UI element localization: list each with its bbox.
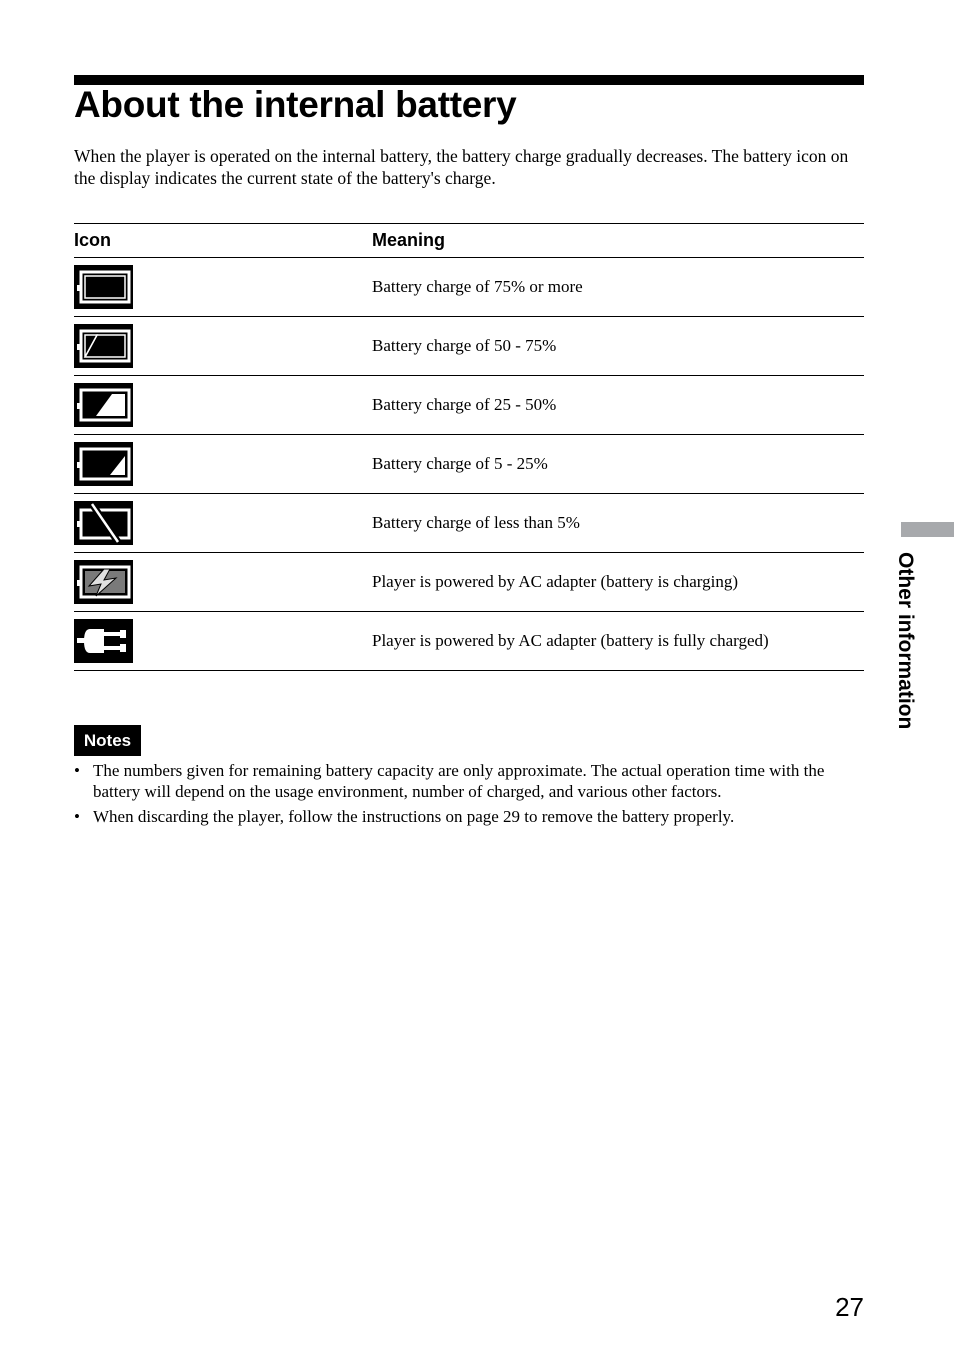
battery-empty-icon	[74, 501, 133, 545]
battery-icon-table	[74, 223, 864, 671]
table-row	[74, 317, 864, 376]
table-row	[74, 258, 864, 317]
icon-column-header: Icon	[74, 224, 372, 258]
row-meaning: Battery charge of less than 5%	[372, 494, 864, 553]
notes-list	[74, 760, 864, 831]
table-header-row	[74, 224, 864, 258]
table-row	[74, 612, 864, 671]
battery-charging-icon	[74, 560, 133, 604]
battery-half-icon	[74, 383, 133, 427]
row-meaning: Battery charge of 50 - 75%	[372, 317, 864, 376]
ac-plug-icon	[74, 619, 133, 663]
table-row	[74, 376, 864, 435]
row-meaning: Battery charge of 25 - 50%	[372, 376, 864, 435]
table-row	[74, 494, 864, 553]
row-meaning: Player is powered by AC adapter (battery is fully charged)	[372, 612, 864, 671]
list-item: • When discarding the player, follow the instructions on page 29 to remove the battery properly.	[74, 806, 864, 827]
notes-label: Notes	[74, 725, 141, 756]
row-meaning: Battery charge of 75% or more	[372, 258, 864, 317]
section-side-label: Other information	[894, 552, 917, 730]
battery-full-icon	[74, 265, 133, 309]
list-item: • The numbers given for remaining battery capacity are only approximate. The actual operation time with the battery will depend on the usage environment, number of charged, and various other factors.	[74, 760, 864, 802]
table-row	[74, 435, 864, 494]
table-row	[74, 553, 864, 612]
section-tab-marker	[901, 522, 954, 537]
page-title: About the internal battery	[74, 84, 517, 125]
battery-low-icon	[74, 442, 133, 486]
row-meaning: Player is powered by AC adapter (battery is charging)	[372, 553, 864, 612]
page-number: 27	[835, 1292, 864, 1322]
battery-three-quarter-icon	[74, 324, 133, 368]
row-meaning: Battery charge of 5 - 25%	[372, 435, 864, 494]
meaning-column-header: Meaning	[372, 224, 864, 258]
intro-paragraph: When the player is operated on the internal battery, the battery charge gradually decreases. The battery icon on the display indicates the current state of the battery's charge.	[74, 146, 849, 188]
